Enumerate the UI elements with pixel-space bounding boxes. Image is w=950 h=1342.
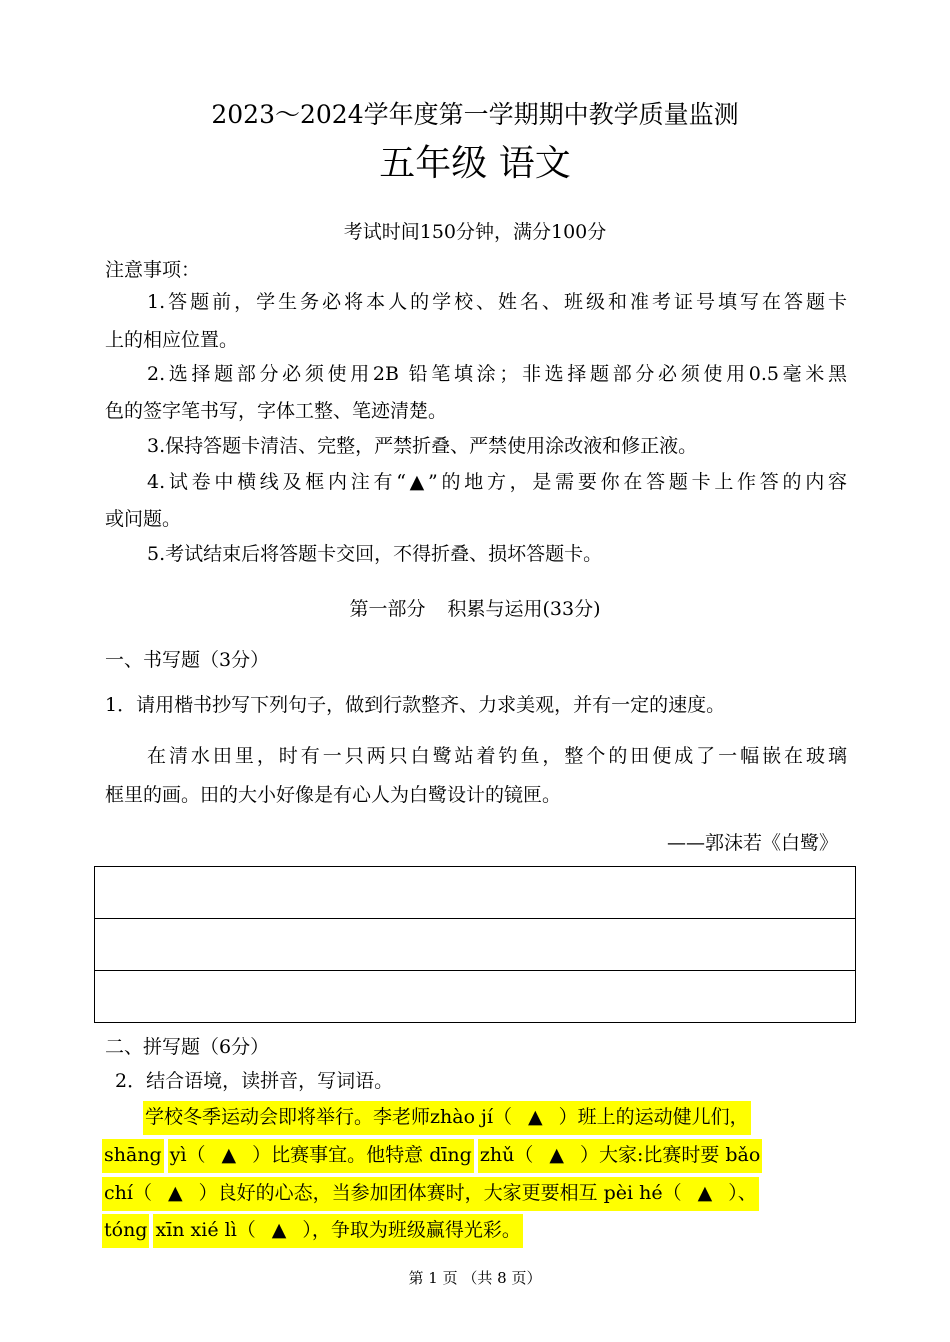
highlight-segment: tóng xyxy=(102,1214,149,1248)
notice-item-2-line-1: 2.选择题部分必须使用2B 铅笔填涂；非选择题部分必须使用0.5毫米黑 xyxy=(147,363,847,385)
pinyin-prompt: 2．结合语境，读拼音，写词语。 xyxy=(115,1070,394,1092)
highlight-segment: shāng xyxy=(102,1139,164,1173)
writing-passage-line-2: 框里的画。田的大小好像是有心人为白鹭设计的镜匣。 xyxy=(105,784,562,806)
exam-time-info: 考试时间150分钟，满分100分 xyxy=(343,221,607,243)
highlight-segment: yì（ ▲ ）比赛事宜。他特意 dīng xyxy=(168,1139,474,1173)
handwriting-row[interactable] xyxy=(95,867,855,919)
pinyin-passage-line-4 xyxy=(102,1214,527,1248)
writing-prompt: 1．请用楷书抄写下列句子，做到行款整齐、力求美观，并有一定的速度。 xyxy=(105,694,726,716)
notice-item-1-line-1: 1.答题前，学生务必将本人的学校、姓名、班级和准考证号填写在答题卡 xyxy=(147,291,847,313)
writing-passage-line-1: 在清水田里，时有一只两只白鹭站着钓鱼，整个的田便成了一幅嵌在玻璃 xyxy=(147,745,847,767)
notice-item-1-line-2: 上的相应位置。 xyxy=(105,329,239,351)
highlight-segment: zhǔ（ ▲ ）大家:比赛时要 bǎo xyxy=(478,1139,762,1173)
exam-title: 2023～2024学年度第一学期期中教学质量监测 xyxy=(211,100,739,129)
writing-heading: 一、书写题（3分） xyxy=(105,649,270,671)
pinyin-heading: 二、拼写题（6分） xyxy=(105,1036,270,1058)
notice-item-3: 3.保持答题卡清洁、完整，严禁折叠、严禁使用涂改液和修正液。 xyxy=(147,435,698,457)
handwriting-row[interactable] xyxy=(95,919,855,971)
section-title xyxy=(0,596,950,622)
highlight-segment: xīn xié lì（ ▲ ），争取为班级赢得光彩。 xyxy=(153,1214,522,1248)
answer-blank[interactable]: ▲ xyxy=(167,1182,183,1204)
notice-item-4-line-1: 4.试卷中横线及框内注有“▲”的地方，是需要你在答题卡上作答的内容 xyxy=(147,471,847,493)
handwriting-row[interactable] xyxy=(95,971,855,1023)
notice-item-5: 5.考试结束后将答题卡交回，不得折叠、损坏答题卡。 xyxy=(147,543,603,565)
notice-label: 注意事项： xyxy=(105,259,201,281)
pinyin-passage-line-3 xyxy=(102,1177,763,1211)
section-part: 第一部分 xyxy=(349,598,426,620)
highlight-segment: chí（ ▲ ）良好的心态，当参加团体赛时，大家更要相互 pèi hé（ ▲ ）、 xyxy=(102,1177,759,1211)
handwriting-box[interactable] xyxy=(94,866,856,1023)
page-footer: 第 1 页 （共 8 页） xyxy=(408,1269,542,1287)
pinyin-passage-line-1 xyxy=(143,1101,755,1135)
notice-item-4-line-2: 或问题。 xyxy=(105,508,182,530)
answer-blank[interactable]: ▲ xyxy=(221,1144,237,1166)
section-name: 积累与运用(33分) xyxy=(447,598,601,620)
pinyin-passage-line-2 xyxy=(102,1139,766,1173)
exam-subtitle: 五年级 语文 xyxy=(379,143,571,184)
notice-item-2-line-2: 色的签字笔书写，字体工整、笔迹清楚。 xyxy=(105,400,448,422)
answer-blank[interactable]: ▲ xyxy=(549,1144,564,1166)
writing-attribution: ——郭沫若《白鹭》 xyxy=(666,832,838,854)
answer-blank[interactable]: ▲ xyxy=(697,1182,713,1204)
highlight-segment: 学校冬季运动会即将举行。李老师zhào jí（ ▲ ）班上的运动健儿们， xyxy=(143,1101,751,1135)
answer-blank[interactable]: ▲ xyxy=(528,1106,543,1128)
answer-blank[interactable]: ▲ xyxy=(271,1219,287,1241)
